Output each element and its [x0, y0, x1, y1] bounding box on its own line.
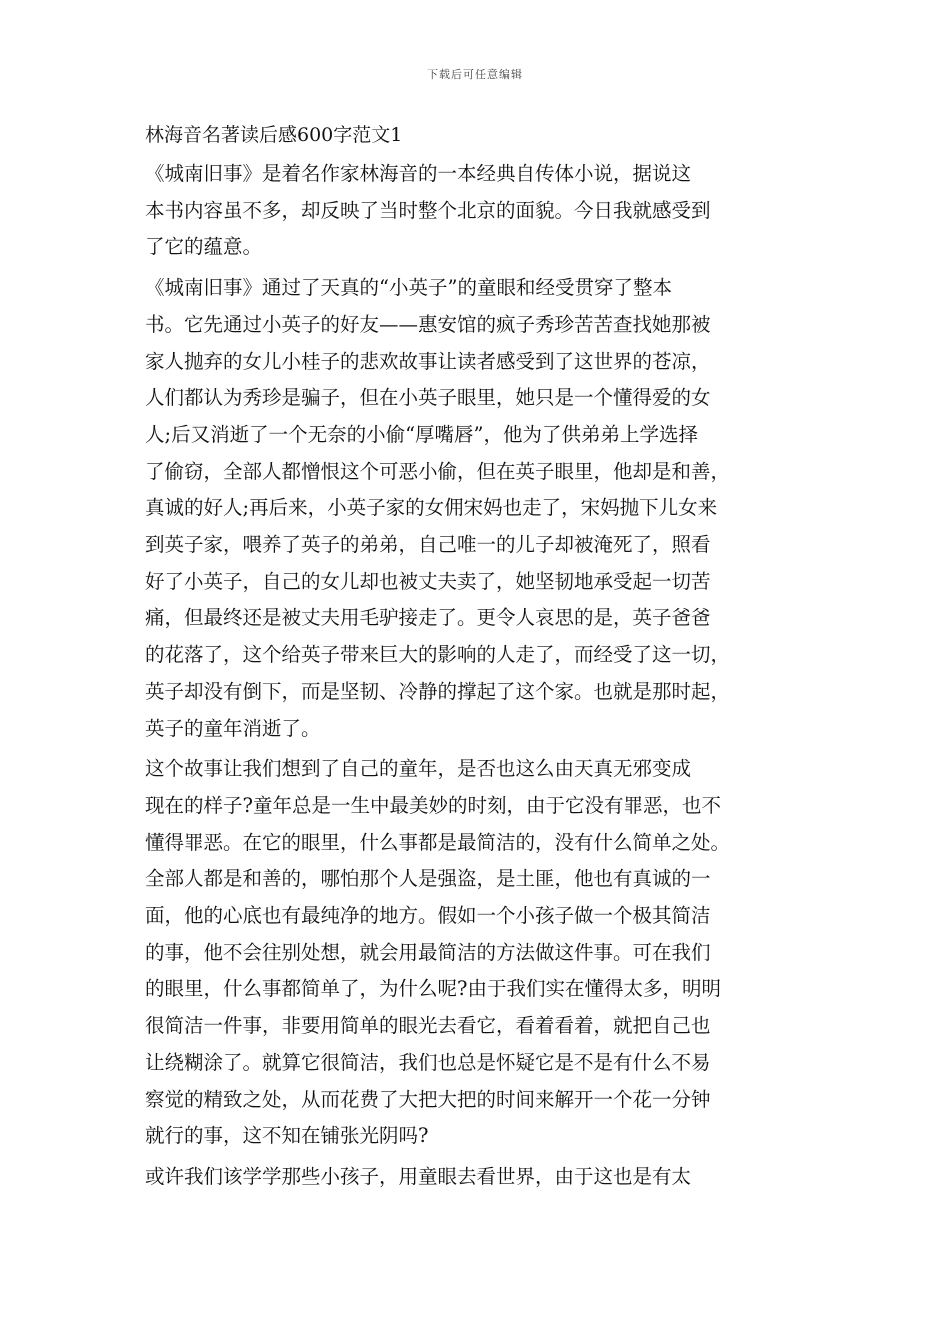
text-line: 懂得罪恶。在它的眼里，什么事都是最简洁的，没有什么简单之处。 — [145, 830, 731, 854]
text-line: 这个故事让我们想到了自己的童年，是否也这么由天真无邪变成 — [145, 757, 692, 781]
document-title: 林海音名著读后感600字范文1 — [145, 124, 403, 146]
paragraph-3 — [145, 751, 817, 1155]
text-line: 的花落了，这个给英子带来巨大的影响的人走了，而经受了这一切， — [145, 643, 731, 667]
text-line: 现在的样子?童年总是一生中最美妙的时刻，由于它没有罪恶，也不 — [145, 793, 721, 817]
text-line: 到英子家，喂养了英子的弟弟，自己唯一的儿子却被淹死了，照看 — [145, 533, 711, 557]
text-line: 了它的蕴意。 — [145, 235, 263, 259]
text-line: 真诚的好人;再后来，小英子家的女佣宋妈也走了，宋妈抛下儿女来 — [145, 496, 718, 520]
paragraph-4 — [145, 1159, 817, 1196]
text-line: 人;后又消逝了一个无奈的小偷“厚嘴唇”，他为了供弟弟上学选择 — [145, 422, 699, 446]
text-line: 让绕糊涂了。就算它很简洁，我们也总是怀疑它是不是有什么不易 — [145, 1050, 711, 1074]
text-line: 很简洁一件事，非要用简单的眼光去看它，看着看着，就把自己也 — [145, 1014, 711, 1038]
document-body — [145, 120, 817, 1200]
text-line: 的事，他不会往别处想，就会用最简洁的方法做这件事。可在我们 — [145, 940, 711, 964]
text-line: 就行的事，这不知在铺张光阴吗? — [145, 1124, 429, 1148]
text-line: 人们都认为秀珍是骗子，但在小英子眼里，她只是一个懂得爱的女 — [145, 386, 711, 410]
text-line: 《城南旧事》是着名作家林海音的一本经典自传体小说，据说这 — [145, 162, 692, 185]
text-line: 的眼里，什么事都简单了，为什么呢?由于我们实在懂得太多，明明 — [145, 977, 721, 1001]
text-line: 或许我们该学学那些小孩子，用童眼去看世界，由于这也是有太 — [145, 1164, 692, 1188]
page-header: 下载后可任意编辑 — [427, 68, 523, 81]
text-line: 《城南旧事》通过了天真的“小英子”的童眼和经受贯穿了整本 — [145, 276, 672, 300]
text-line: 全部人都是和善的，哪怕那个人是强盗，是土匪，他也有真诚的一 — [145, 867, 711, 891]
text-line: 痛，但最终还是被丈夫用毛驴接走了。更令人哀思的是，英子爸爸 — [145, 606, 711, 630]
text-line: 察觉的精致之处，从而花费了大把大把的时间来解开一个花一分钟 — [145, 1087, 711, 1111]
paragraph-2 — [145, 270, 817, 747]
text-line: 了偷窃，全部人都憎恨这个可恶小偷，但在英子眼里，他却是和善， — [145, 459, 731, 483]
text-line: 好了小英子，自己的女儿却也被丈夫卖了，她坚韧地承受起一切苦 — [145, 569, 711, 593]
text-line: 家人抛弃的女儿小桂子的悲欢故事让读者感受到了这世界的苍凉， — [145, 349, 711, 373]
text-line: 英子却没有倒下，而是坚韧、冷静的撑起了这个家。也就是那时起， — [145, 679, 731, 703]
paragraph-1 — [145, 156, 817, 266]
text-line: 本书内容虽不多，却反映了当时整个北京的面貌。今日我就感受到 — [145, 198, 711, 222]
text-line: 书。它先通过小英子的好友——惠安馆的疯子秀珍苦苦查找她那被 — [145, 312, 711, 336]
text-line: 英子的童年消逝了。 — [145, 716, 321, 740]
text-line: 面，他的心底也有最纯净的地方。假如一个小孩子做一个极其简洁 — [145, 904, 711, 928]
